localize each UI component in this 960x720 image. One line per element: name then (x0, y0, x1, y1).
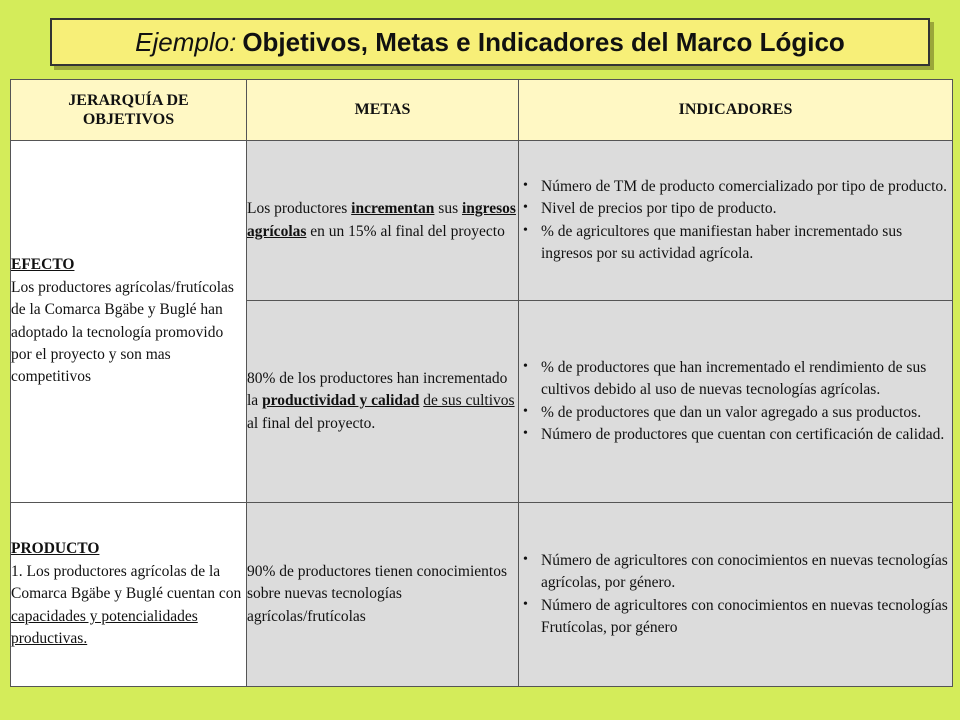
indicador-text: Número de agricultores con conocimientos en nuevas tecnologías agrícolas, por género. (541, 551, 948, 592)
indicador-text: Número de TM de producto comercializado por tipo de producto. (541, 177, 948, 195)
meta-1-text-c: en un 15% al final del proyecto (306, 222, 505, 240)
header-objetivos (11, 80, 247, 141)
title-main: Objetivos, Metas e Indicadores del Marco Lógico (242, 26, 845, 57)
meta-1-cell (247, 141, 519, 301)
bullet-icon: • (523, 551, 528, 567)
bullet-icon: • (523, 222, 528, 238)
indicadores-3-cell (519, 503, 953, 687)
indicador-text: % de productores que dan un valor agregado a sus productos. (541, 403, 922, 421)
efecto-text: Los productores agrícolas/frutícolas de la Comarca Bgäbe y Buglé han adoptado la tecnología promovido por el proyecto y son mas competitivos (11, 278, 234, 386)
indicador-text: % de agricultores que manifiestan haber incrementado sus ingresos por su actividad agrícola. (541, 222, 903, 262)
meta-2-text-c: al final del proyecto. (247, 414, 376, 432)
bullet-icon: • (523, 177, 528, 193)
producto-text: 1. Los productores agrícolas de la Comarca Bgäbe y Buglé cuentan con (11, 562, 242, 603)
header-objetivos-line2: OBJETIVOS (82, 111, 175, 128)
title-prefix: Ejemplo: (135, 26, 237, 57)
meta-1-underline-b: ingresos agrícolas (247, 200, 516, 240)
meta-1-text-b: sus (434, 200, 462, 218)
list-item (519, 402, 952, 424)
producto-underlined: capacidades y potencialidades productivas. (11, 607, 198, 648)
header-row (11, 80, 953, 141)
indicador-text: % de productores que han incrementado el rendimiento de sus cultivos debido al uso de nuevas tecnologías agrícolas. (541, 358, 927, 399)
page-title (50, 18, 930, 66)
indicadores-3-list (519, 550, 952, 640)
meta-3-cell (247, 503, 519, 687)
list-item (519, 221, 952, 266)
indicadores-1-list (519, 176, 952, 266)
bullet-icon: • (523, 403, 528, 419)
meta-1-underline-a: incrementan (351, 200, 435, 218)
list-item (519, 595, 952, 640)
bullet-icon: • (523, 425, 528, 441)
header-metas: METAS (247, 80, 519, 141)
producto-heading: PRODUCTO (11, 540, 100, 558)
meta-2-text-a: 80% de los productores han incrementado la (247, 369, 508, 410)
bullet-icon: • (523, 358, 528, 374)
indicador-text: Número de productores que cuentan con certificación de calidad. (541, 425, 945, 443)
indicador-text: Nivel de precios por tipo de producto. (541, 200, 777, 218)
meta-2-underline-b: de sus cultivos (423, 392, 515, 410)
efecto-heading: EFECTO (11, 256, 75, 274)
meta-2-cell (247, 301, 519, 503)
efecto-cell (11, 141, 247, 503)
table-row-efecto-1 (11, 141, 953, 301)
indicador-text: Número de agricultores con conocimientos en nuevas tecnologías Frutícolas, por género (541, 596, 948, 636)
header-objetivos-line1: JERARQUÍA DE (68, 91, 189, 109)
list-item (519, 176, 952, 198)
table-row-producto (11, 503, 953, 687)
bullet-icon: • (523, 596, 528, 612)
indicadores-2-cell (519, 301, 953, 503)
meta-1-text-a: Los productores (247, 200, 352, 218)
indicadores-1-cell (519, 141, 953, 301)
meta-2-underline-a: productividad y calidad (262, 392, 420, 410)
indicadores-2-list (519, 357, 952, 447)
list-item (519, 198, 952, 220)
meta-3-text: 90% de productores tienen conocimientos sobre nuevas tecnologías agrícolas/frutícolas (247, 562, 507, 625)
list-item (519, 357, 952, 402)
producto-cell (11, 503, 247, 687)
list-item (519, 550, 952, 595)
logframe-table (10, 79, 953, 687)
header-indicadores: INDICADORES (519, 80, 953, 141)
list-item (519, 424, 952, 446)
bullet-icon: • (523, 200, 528, 216)
